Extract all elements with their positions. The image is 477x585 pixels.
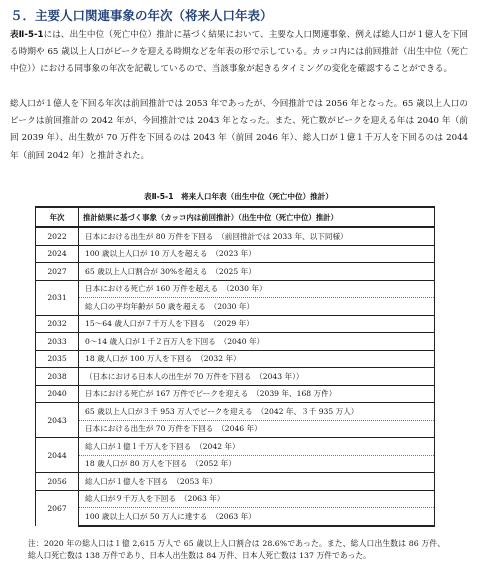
section-heading: ５．主要人口関連事象の年次（将来人口年表） [10, 8, 273, 23]
table-caption: 表Ⅱ-5-1 将来人口年表（出生中位（死亡中位）推計） [144, 192, 333, 201]
intro-paragraph [10, 27, 468, 79]
table-row [36, 473, 435, 491]
year-cell: 2043 [36, 403, 79, 438]
intro-paragraph-text: には、出生中位（死亡中位）推計に基づく結果において、主要な人口関連事象、例えば総人口が１億人を下回る時期や 65 歳以上人口がピークを迎える時期などを年表の形で示している。カッコ内には前回推計（出生中位（死亡中位））における同事象の年次を記載しているので、当該事象が起きるタイミングの変化を確認することができる。 [10, 30, 468, 75]
event-cell: 65 歳以上人口割合が 30%を超える （2025 年） [79, 263, 435, 281]
table-reference: 表Ⅱ-5-1 [10, 30, 44, 40]
footnote: 注：2020 年の総人口は１億 2,615 万人で 65 歳以上人口割合は 28.6%であった。また、総人口出生数は 86 万件、総人口死亡数は 138 万件であり、日本人出生数は 84 万件、日本人死亡数は 137 万件であった。 [28, 539, 445, 560]
table-row [36, 298, 435, 316]
table-row [36, 227, 435, 245]
population-timeline-table [35, 206, 435, 527]
event-cell: 0～14 歳人口が１千２百万人を下回る （2040 年） [79, 333, 435, 351]
year-cell: 2056 [36, 473, 79, 491]
event-cell: 総人口の平均年齢が 50 歳を超える （2030 年） [79, 298, 435, 316]
table-row [36, 315, 435, 333]
table-header-row [36, 207, 435, 227]
table-row [36, 455, 435, 473]
event-cell: 日本における出生が 70 万件を下回る （2046 年） [79, 420, 435, 438]
event-cell: 総人口が９千万人を下回る （2063 年） [79, 490, 435, 508]
table-row [36, 263, 435, 281]
event-cell: 日本における死亡が 167 万件でピークを迎える （2039 年、168 万件） [79, 385, 435, 403]
event-cell: 日本における死亡が 160 万件を超える （2030 年） [79, 280, 435, 298]
event-cell: 65 歳以上人口が３千 953 万人でピークを迎える （2042 年、３千 935 万人） [79, 403, 435, 421]
year-cell: 2035 [36, 350, 79, 368]
header-year: 年次 [36, 207, 79, 227]
table-body [36, 227, 435, 526]
year-cell: 2040 [36, 385, 79, 403]
event-cell: 日本における出生が 80 万件を下回る （前回推計では 2033 年、以下同様） [79, 227, 435, 245]
table-row [36, 385, 435, 403]
event-cell: （日本における日本人の出生が 70 万件を下回る （2043 年）） [79, 368, 435, 386]
table-row [36, 350, 435, 368]
year-cell: 2022 [36, 227, 79, 245]
event-cell: 18 歳人口が 100 万人を下回る （2032 年） [79, 350, 435, 368]
event-cell: 総人口が１億１千万人を下回る （2042 年） [79, 438, 435, 456]
year-cell: 2067 [36, 490, 79, 526]
year-cell: 2044 [36, 438, 79, 473]
summary-paragraph [10, 96, 468, 165]
event-cell: 18 歳人口が 80 万人を下回る （2052 年） [79, 455, 435, 473]
year-cell: 2031 [36, 280, 79, 315]
summary-paragraph-text: 総人口が１億人を下回る年次は前回推計では 2053 年であったが、今回推計では 2056 年となった。65 歳以上人口のピークは前回推計の 2042 年が、今回推計では 2043 年となった。また、死亡数がピークを迎える年は 2040 年（前回 2039 年）、出生数が 70 万件を下回るのは 2043 年（前回 2046 年）、総人口が１億１千万人を下回るのは 2044 年（前回 2042 年）と推計された。 [10, 99, 468, 161]
event-cell: 総人口が１億人を下回る （2053 年） [79, 473, 435, 491]
event-cell: 15～64 歳人口が７千万人を下回る （2029 年） [79, 315, 435, 333]
table-row [36, 333, 435, 351]
year-cell: 2027 [36, 263, 79, 281]
event-cell: 100 歳以上人口が 50 万人に達する （2063 年） [79, 508, 435, 526]
table-row [36, 508, 435, 526]
table-row [36, 403, 435, 421]
event-cell: 100 歳以上人口が 10 万人を超える （2023 年） [79, 245, 435, 263]
year-cell: 2033 [36, 333, 79, 351]
table-row [36, 245, 435, 263]
year-cell: 2032 [36, 315, 79, 333]
header-event: 推計結果に基づく事象（カッコ内は前回推計）（出生中位（死亡中位）推計） [79, 207, 435, 227]
table-row [36, 368, 435, 386]
table-row [36, 420, 435, 438]
table-row [36, 438, 435, 456]
year-cell: 2024 [36, 245, 79, 263]
table-row [36, 280, 435, 298]
table-row [36, 490, 435, 508]
year-cell: 2038 [36, 368, 79, 386]
